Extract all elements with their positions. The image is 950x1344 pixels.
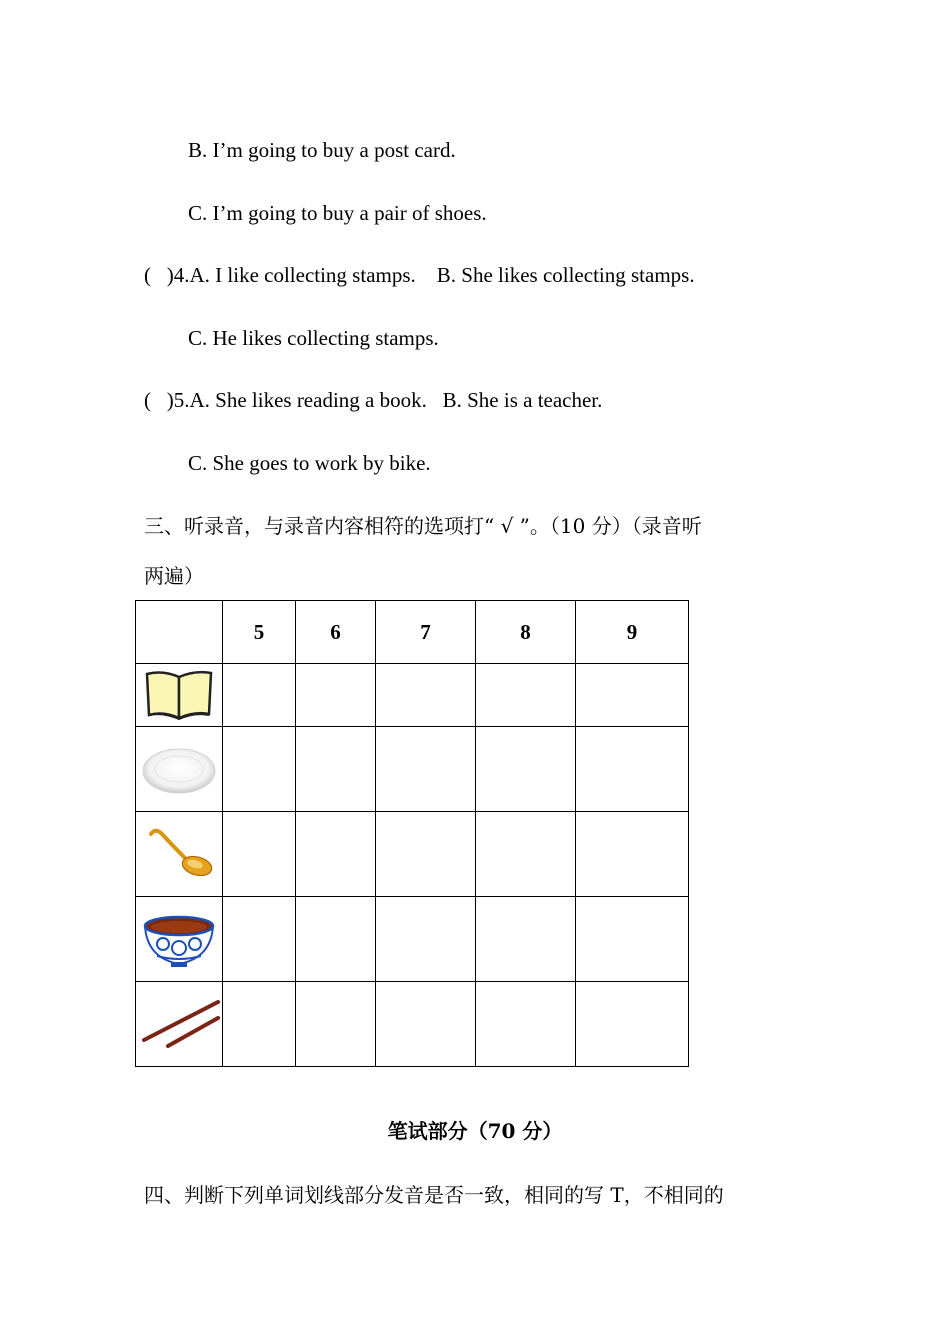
row-image-cell (136, 727, 223, 812)
q4-options-ab: ( )4.A. I like collecting stamps. B. She likes collecting stamps. (144, 263, 695, 287)
table-row-plate (136, 727, 689, 812)
header-cell: 9 (576, 601, 689, 664)
header-cell: 6 (296, 601, 376, 664)
answer-cell[interactable] (576, 812, 689, 897)
table-row-bowl (136, 897, 689, 982)
answer-cell[interactable] (296, 664, 376, 727)
header-cell: 8 (476, 601, 576, 664)
q3-option-b: B. I’m going to buy a post card. (188, 138, 456, 162)
q5-option-c: C. She goes to work by bike. (188, 451, 431, 475)
answer-cell[interactable] (223, 664, 296, 727)
answer-cell[interactable] (376, 982, 476, 1067)
answer-cell[interactable] (223, 897, 296, 982)
listening-answer-table (135, 600, 689, 1067)
q5-options-ab: ( )5.A. She likes reading a book. B. She is a teacher. (144, 388, 603, 412)
answer-cell[interactable] (223, 812, 296, 897)
q4-option-c: C. He likes collecting stamps. (188, 326, 439, 350)
row-image-cell (136, 982, 223, 1067)
row-image-cell (136, 897, 223, 982)
section3-instruction-line2: 两遍） (144, 564, 204, 588)
answer-cell[interactable] (576, 664, 689, 727)
answer-cell[interactable] (296, 897, 376, 982)
table-row-spoon (136, 812, 689, 897)
table-row-book (136, 664, 689, 727)
answer-cell[interactable] (476, 982, 576, 1067)
answer-cell[interactable] (576, 982, 689, 1067)
answer-cell[interactable] (476, 812, 576, 897)
written-part-title: 笔试部分（70 分） (387, 1119, 563, 1143)
q3-option-c: C. I’m going to buy a pair of shoes. (188, 201, 487, 225)
answer-cell[interactable] (223, 727, 296, 812)
row-image-cell (136, 812, 223, 897)
answer-cell[interactable] (476, 897, 576, 982)
row-image-cell (136, 664, 223, 727)
book-icon (143, 668, 215, 722)
table-header-row (136, 601, 689, 664)
answer-cell[interactable] (296, 812, 376, 897)
answer-cell[interactable] (376, 727, 476, 812)
answer-cell[interactable] (376, 664, 476, 727)
answer-cell[interactable] (576, 727, 689, 812)
header-cell: 7 (376, 601, 476, 664)
answer-cell[interactable] (576, 897, 689, 982)
table-row-chopsticks (136, 982, 689, 1067)
table-corner-cell (136, 601, 223, 664)
answer-cell[interactable] (296, 982, 376, 1067)
answer-cell[interactable] (376, 812, 476, 897)
answer-cell[interactable] (223, 982, 296, 1067)
chopsticks-icon (138, 994, 220, 1054)
spoon-icon (139, 824, 219, 884)
answer-cell[interactable] (376, 897, 476, 982)
plate-icon (139, 739, 219, 799)
bowl-icon (139, 906, 219, 972)
section3-instruction-line1: 三、听录音，与录音内容相符的选项打“ √ ”。（10 分）（录音听 (144, 514, 702, 538)
answer-cell[interactable] (476, 664, 576, 727)
section4-instruction-line1: 四、判断下列单词划线部分发音是否一致，相同的写 T，不相同的 (144, 1183, 724, 1207)
answer-cell[interactable] (296, 727, 376, 812)
header-cell: 5 (223, 601, 296, 664)
answer-cell[interactable] (476, 727, 576, 812)
